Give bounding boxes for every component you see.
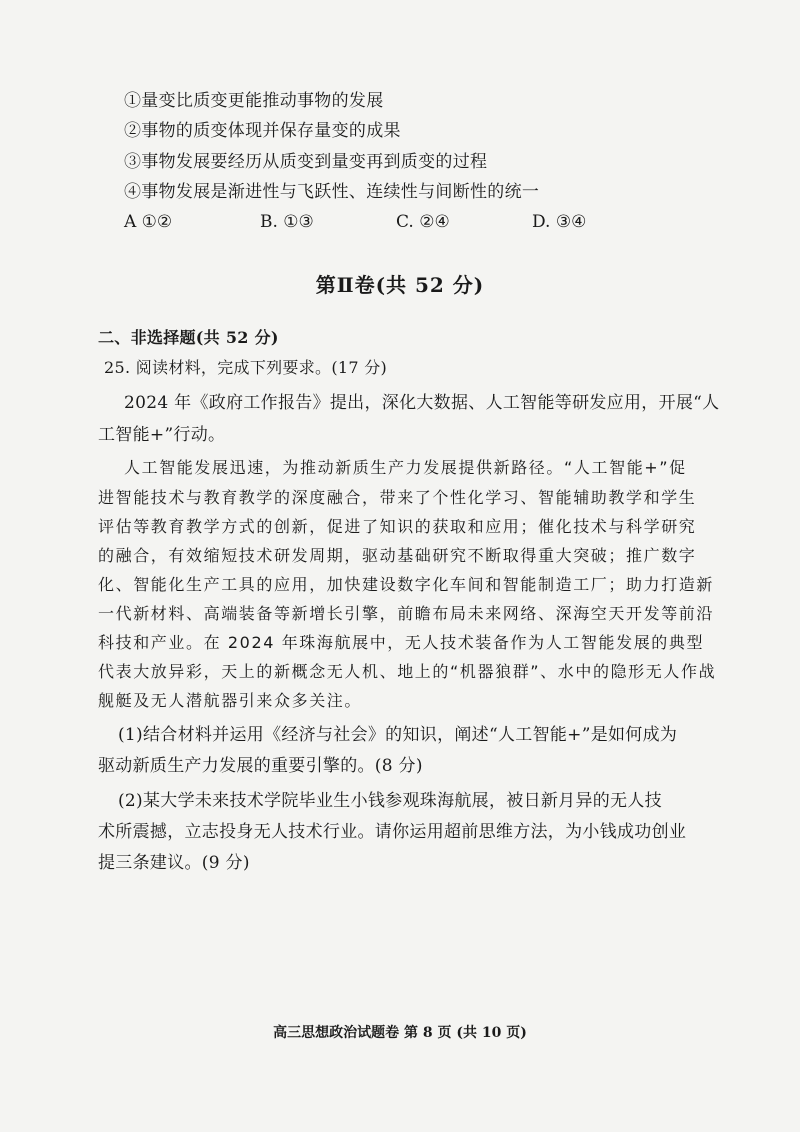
intro-line-2: 工智能+”行动。: [98, 425, 226, 445]
sub-question-1-line-1: (1)结合材料并运用《经济与社会》的知识，阐述“人工智能+”是如何成为: [118, 725, 678, 745]
statement-3: ③事物发展要经历从质变到量变再到质变的过程: [124, 152, 488, 172]
section-title: 第Ⅱ卷(共 52 分): [315, 273, 485, 297]
material-line-9: 舰艇及无人潜航器引来众多关注。: [98, 691, 363, 710]
statement-4: ④事物发展是渐进性与飞跃性、连续性与间断性的统一: [124, 182, 540, 202]
material-line-5: 化、智能化生产工具的应用，加快建设数字化车间和智能制造工厂；助力打造新: [98, 575, 715, 594]
option-c: C. ②④: [396, 212, 450, 232]
sub-question-1-line-2: 驱动新质生产力发展的重要引擎的。(8 分): [98, 756, 423, 776]
material-line-2: 进智能技术与教育教学的深度融合，带来了个性化学习、智能辅助教学和学生: [98, 488, 697, 507]
statement-2: ②事物的质变体现并保存量变的成果: [124, 121, 401, 141]
option-b: B. ①③: [260, 212, 314, 232]
material-line-6: 一代新材料、高端装备等新增长引擎，前瞻布局未来网络、深海空天开发等前沿: [98, 604, 715, 623]
sub-question-2-line-2: 术所震撼，立志投身无人技术行业。请你运用超前思维方法，为小钱成功创业: [98, 822, 687, 842]
material-line-7: 科技和产业。在 2024 年珠海航展中，无人技术装备作为人工智能发展的典型: [98, 633, 705, 652]
question-25-prompt: 25. 阅读材料，完成下列要求。(17 分): [104, 358, 388, 377]
material-line-8: 代表大放异彩，天上的新概念无人机、地上的“机器狼群”、水中的隐形无人作战: [98, 662, 717, 681]
intro-line-1: 2024 年《政府工作报告》提出，深化大数据、人工智能等研发应用，开展“人: [124, 393, 720, 413]
statement-1: ①量变比质变更能推动事物的发展: [124, 91, 384, 111]
sub-question-2-line-1: (2)某大学未来技术学院毕业生小钱参观珠海航展，被日新月异的无人技: [118, 791, 662, 811]
option-d: D. ③④: [532, 212, 587, 232]
sub-question-2-line-3: 提三条建议。(9 分): [98, 853, 250, 873]
material-line-1: 人工智能发展迅速，为推动新质生产力发展提供新路径。“人工智能+”促: [124, 458, 687, 477]
material-line-3: 评估等教育教学方式的创新，促进了知识的获取和应用；催化技术与科学研究: [98, 517, 697, 536]
page-footer: 高三思想政治试题卷 第 8 页 (共 10 页): [273, 1025, 527, 1041]
material-line-4: 的融合，有效缩短技术研发周期，驱动基础研究不断取得重大突破；推广数字: [98, 546, 697, 565]
part-heading: 二、非选择题(共 52 分): [98, 328, 279, 347]
option-a: A ①②: [124, 212, 173, 232]
